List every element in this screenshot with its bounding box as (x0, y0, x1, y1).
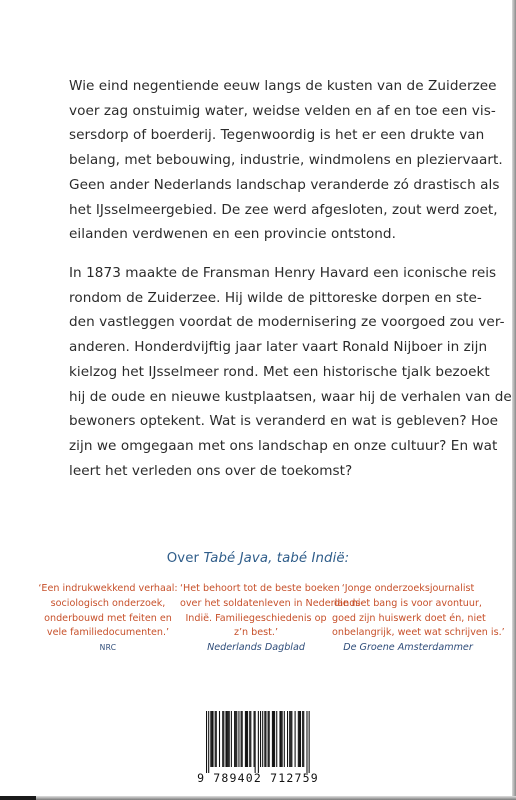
text-line: voer zag onstuimig water, weidse velden en af en toe een vis- (69, 102, 496, 119)
barcode-bar (287, 711, 288, 767)
barcode-bar (268, 711, 269, 767)
barcode-bar (254, 711, 255, 767)
text-line: Wie eind negentiende eeuw langs de kusten van de Zuiderzee (69, 78, 497, 94)
barcode-bar (242, 711, 243, 767)
barcode-bar (279, 711, 280, 767)
barcode-bar (262, 711, 263, 767)
barcode-bar (273, 711, 274, 767)
barcode-bar (249, 711, 250, 767)
barcode-bar (300, 711, 301, 767)
quote-line: ‘Het behoort tot de beste boeken (180, 583, 340, 594)
barcode-bar (302, 711, 303, 767)
barcode-bar (236, 711, 237, 767)
barcode-bar (250, 711, 251, 767)
quote-line: z’n best.’ (233, 627, 279, 639)
barcode-bar (284, 711, 285, 767)
blurb-paragraph-1 (69, 74, 503, 247)
reviews-heading-prefix: Over (166, 551, 204, 566)
barcode-bar (289, 711, 290, 767)
barcode-bar (282, 711, 283, 767)
barcode-bar (222, 711, 223, 767)
barcode-bar (269, 711, 270, 767)
barcode-bar (235, 711, 236, 767)
barcode-bar (265, 711, 266, 767)
barcode-bar (234, 711, 235, 767)
quote-line: ‘Een indrukwekkend verhaal: (38, 583, 178, 594)
barcode-bar (223, 711, 224, 767)
quote-line: onbelangrijk, weet wat schrijven is.’ (332, 627, 505, 639)
barcode-bar (298, 711, 299, 767)
blurb-paragraph-2 (69, 261, 512, 483)
text-line: In 1873 maakte de Fransman Henry Havard een iconische reis (69, 265, 497, 281)
text-line: rondom de Zuiderzee. Hij wilde de pittoreske dorpen en ste- (69, 289, 482, 306)
isbn-digits: 9 789402 712759 (197, 771, 319, 785)
barcode-bar (303, 711, 304, 767)
barcode-bar (306, 711, 307, 773)
text-line: bewoners optekent. Wat is veranderd en wat is gebleven? Hoe (69, 413, 499, 430)
barcode-bar (212, 711, 213, 767)
barcode-bar (247, 711, 248, 767)
barcode-bar (215, 711, 216, 767)
barcode-bar (299, 711, 300, 767)
barcode-bar (238, 711, 239, 767)
quote-line: ‘Jonge onderzoeksjournalist (341, 583, 475, 594)
barcode-bar (274, 711, 275, 767)
barcode-bar (258, 711, 259, 773)
barcode-bar (260, 711, 261, 767)
barcode-bar (276, 711, 277, 767)
text-line: sersdorp of boerderij. Tegenwoordig is het er een drukte van (69, 127, 485, 144)
quote-line: goed zijn huiswerk doet én, niet (332, 612, 486, 624)
page-edge-bottom (0, 796, 516, 800)
text-line: anderen. Honderdvijftig jaar later vaart Ronald Nijboer in zijn (69, 339, 488, 356)
text-line: Geen ander Nederlands landschap veranderde zó drastisch als (69, 176, 500, 193)
text-line: kielzog het IJsselmeer rond. Met een historische tjalk bezoekt (69, 363, 490, 380)
barcode-bar (211, 711, 212, 767)
barcode-bar (225, 711, 226, 767)
text-line: het IJsselmeergebied. De zee werd afgesloten, zout werd zoet, (69, 201, 498, 218)
review-quote-3 (332, 582, 505, 656)
barcode-bars-icon (197, 711, 319, 773)
barcode-bar (231, 711, 232, 767)
barcode-bar (291, 711, 292, 767)
barcode-bar (229, 711, 230, 767)
barcode-bar (219, 711, 220, 767)
text-line: belang, met bebouwing, industrie, windmolens en pleziervaart. (69, 152, 503, 169)
quote-source: De Groene Amsterdammer (343, 642, 473, 654)
reviews-heading-title: Tabé Java, tabé Indië: (203, 551, 350, 566)
barcode-bar (208, 711, 209, 773)
quote-line: vele familiedocumenten.’ (46, 627, 170, 639)
text-line: zijn we omgegaan met ons landschap en onze cultuur? En wat (69, 437, 498, 454)
text-line: eilanden verdwenen en een provincie ontstond. (69, 226, 396, 243)
quote-source: NRC (99, 643, 117, 653)
quote-line: over het soldatenleven in Nederlands- (180, 597, 364, 609)
barcode-bar (295, 711, 296, 767)
quote-line: die niet bang is voor avontuur, (334, 597, 482, 609)
text-line: hij de oude en nieuwe kustplaatsen, waar hij de verhalen van de (69, 388, 512, 405)
quote-line: Indië. Familiegeschiedenis op (185, 612, 327, 624)
barcode-bar (241, 711, 242, 767)
quote-line: onderbouwd met feiten en (44, 612, 172, 624)
barcode-bar (255, 711, 256, 773)
review-quote-2 (180, 582, 364, 656)
text-line: leert het verleden ons over de toekomst? (69, 462, 353, 479)
barcode-bar (216, 711, 217, 767)
barcode-bar (281, 711, 282, 767)
barcode-bar (228, 711, 229, 767)
barcode-bar (264, 711, 265, 767)
barcode-bar (210, 711, 211, 767)
reviews-heading (0, 551, 516, 566)
barcode-bar (245, 711, 246, 767)
barcode-bar (309, 711, 310, 773)
quote-source: Nederlands Dagblad (207, 642, 305, 654)
barcode-bar (206, 711, 207, 773)
page-edge-right (512, 0, 516, 800)
text-line: den vastleggen voordat de modernisering ze voorgoed zou ver- (69, 314, 505, 331)
page-corner-shadow (0, 796, 36, 800)
barcode-bar (272, 711, 273, 767)
barcode-bar (227, 711, 228, 767)
barcode-bar (246, 711, 247, 767)
quote-line: sociologisch onderzoek, (50, 597, 166, 609)
barcode-bar (290, 711, 291, 767)
review-quote-1 (32, 582, 184, 656)
